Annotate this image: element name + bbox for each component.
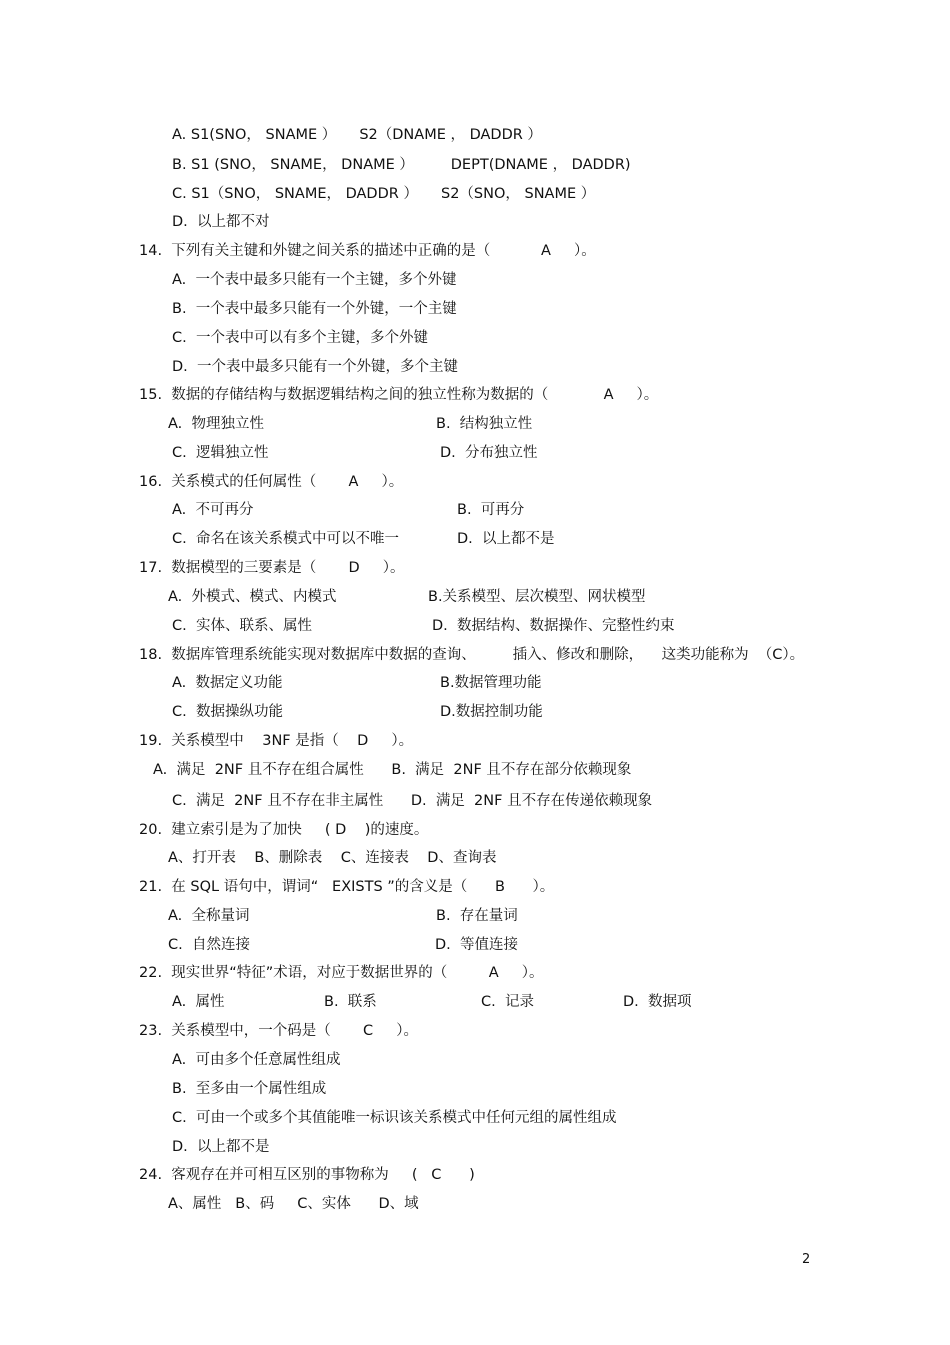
text-line: B. 联系 — [324, 994, 377, 1010]
text-line: A. 一个表中最多只能有一个主键，多个外键 — [172, 272, 457, 288]
text-line: C. 实体、联系、属性 — [172, 618, 312, 634]
text-line: A、属性 B、码 C、实体 D、域 — [168, 1196, 419, 1212]
text-line: C. 逻辑独立性 — [172, 445, 269, 461]
text-line: A. 属性 — [172, 994, 225, 1010]
text-line: A. 物理独立性 — [168, 416, 264, 432]
text-line: D. 以上都不对 — [172, 214, 270, 230]
text-line: B. 存在量词 — [436, 908, 518, 924]
text-line: A. 外模式、模式、内模式 — [168, 589, 337, 605]
text-line: 23. 关系模型中，一个码是（ C ）。 — [139, 1023, 418, 1039]
text-line: 24. 客观存在并可相互区别的事物称为 ( C ) — [139, 1167, 475, 1183]
text-line: C. 记录 — [481, 994, 534, 1010]
text-line: D. 等值连接 — [435, 937, 518, 953]
text-line: C. S1（SNO， SNAME， DADDR ） S2（SNO， SNAME ） — [172, 186, 596, 202]
text-line: B. 结构独立性 — [436, 416, 533, 432]
text-line: 19. 关系模型中 3NF 是指（ D ）。 — [139, 733, 414, 749]
text-line: D. 数据结构、数据操作、完整性约束 — [432, 618, 675, 634]
text-line: 21. 在 SQL 语句中，谓词“ EXISTS ”的含义是（ B ）。 — [139, 879, 555, 895]
text-line: 17. 数据模型的三要素是（ D ）。 — [139, 560, 405, 576]
text-line: B. 一个表中最多只能有一个外键，一个主键 — [172, 301, 457, 317]
text-line: B. 可再分 — [457, 502, 525, 518]
text-line: A. 满足 2NF 且不存在组合属性 B. 满足 2NF 且不存在部分依赖现象 — [153, 762, 632, 778]
text-line: 14. 下列有关主键和外键之间关系的描述中正确的是（ A ）。 — [139, 243, 596, 259]
page-number: 2 — [802, 1252, 811, 1267]
text-line: D.数据控制功能 — [440, 704, 543, 720]
text-line: A. 不可再分 — [172, 502, 254, 518]
text-line: A. 数据定义功能 — [172, 675, 283, 691]
text-line: D. 以上都不是 — [172, 1139, 270, 1155]
text-line: B. 至多由一个属性组成 — [172, 1081, 327, 1097]
text-line: A. S1(SNO， SNAME ） S2（DNAME ， DADDR ） — [172, 127, 542, 143]
text-line: D. 一个表中最多只能有一个外键，多个主键 — [172, 359, 458, 375]
text-line: A、打开表 B、删除表 C、连接表 D、查询表 — [168, 850, 497, 866]
text-line: 20. 建立索引是为了加快 ( D )的速度。 — [139, 822, 429, 838]
text-line: 16. 关系模式的任何属性（ A ）。 — [139, 474, 404, 490]
text-line: B.关系模型、层次模型、网状模型 — [428, 589, 646, 605]
text-line: C. 一个表中可以有多个主键，多个外键 — [172, 330, 428, 346]
text-line: 15. 数据的存储结构与数据逻辑结构之间的独立性称为数据的（ A ）。 — [139, 387, 659, 403]
text-line: C. 满足 2NF 且不存在非主属性 D. 满足 2NF 且不存在传递依赖现象 — [172, 793, 653, 809]
text-line: D. 分布独立性 — [440, 445, 538, 461]
text-line: D. 数据项 — [623, 994, 692, 1010]
text-line: B. S1 (SNO， SNAME， DNAME ） DEPT(DNAME ， DADDR) — [172, 157, 631, 173]
text-line: C. 命名在该关系模式中可以不唯一 — [172, 531, 399, 547]
text-line: D. 以上都不是 — [457, 531, 555, 547]
text-line: C. 自然连接 — [168, 937, 250, 953]
text-line: C. 可由一个或多个其值能唯一标识该关系模式中任何元组的属性组成 — [172, 1110, 617, 1126]
text-line: 18. 数据库管理系统能实现对数据库中数据的查询、 插入、修改和删除， 这类功能称为 （C）。 — [139, 647, 805, 663]
text-line: C. 数据操纵功能 — [172, 704, 283, 720]
text-line: B.数据管理功能 — [440, 675, 542, 691]
text-line: 22. 现实世界“特征”术语，对应于数据世界的（ A ）。 — [139, 965, 544, 981]
text-line: A. 全称量词 — [168, 908, 250, 924]
text-line: A. 可由多个任意属性组成 — [172, 1052, 341, 1068]
